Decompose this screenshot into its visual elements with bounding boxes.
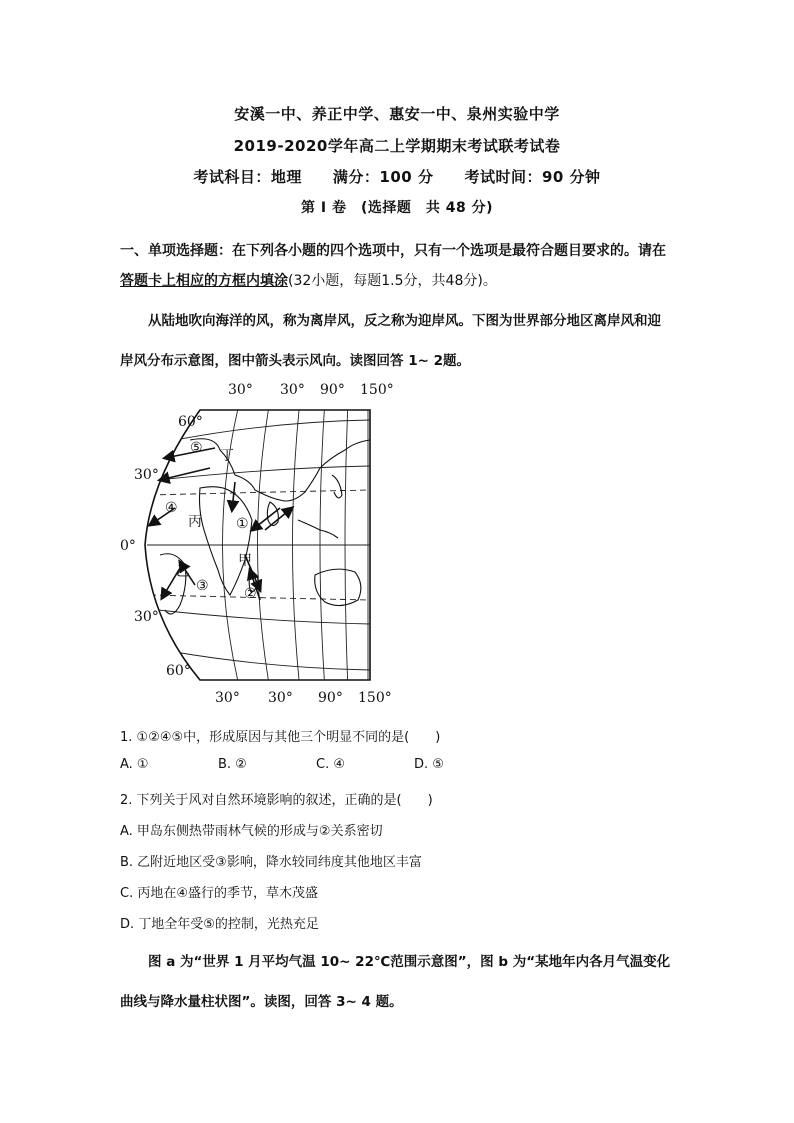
region-yi: 乙 (176, 564, 190, 580)
lat-label: 30° (134, 609, 159, 625)
parallel-line (175, 420, 370, 440)
wind-arrow-misc (232, 482, 235, 510)
question-2-option-b: B. 乙附近地区受③影响，降水较同纬度其他地区丰富 (120, 855, 422, 870)
lon-label-bottom: 90° (318, 690, 343, 706)
wind-distribution-map (120, 380, 410, 710)
marker-4: ④ (165, 500, 178, 516)
intro-q3-4-line2: 曲线与降水量柱状图”。读图，回答 3~ 4 题。 (120, 994, 403, 1010)
island-outline (298, 520, 338, 538)
marker-1: ① (236, 516, 249, 532)
lat-label: 30° (134, 467, 159, 483)
lon-label-top: 30° (228, 382, 253, 398)
lon-label-top: 30° (280, 382, 305, 398)
lon-label-bottom: 30° (268, 690, 293, 706)
intro-q3-4-line1: 图 a 为“世界 1 月平均气温 10~ 22℃范围示意图”，图 b 为“某地年内各月气温变化 (148, 954, 671, 970)
lat-label: 0° (120, 538, 136, 554)
lon-label-bottom: 30° (215, 690, 240, 706)
question-1-option-b: B. ② (218, 757, 247, 772)
region-ding: 丁 (220, 448, 234, 464)
question-2-stem: 2. 下列关于风对自然环境影响的叙述，正确的是( ) (120, 793, 433, 808)
question-1-option-c: C. ④ (316, 757, 345, 772)
region-bing: 丙 (188, 514, 202, 530)
marker-5: ⑤ (190, 440, 203, 456)
intro-q1-2-line2: 岸风分布示意图，图中箭头表示风向。读图回答 1~ 2题。 (120, 353, 470, 369)
wind-arrow-1b (252, 508, 280, 530)
marker-2: ② (244, 586, 257, 602)
answer-sheet-note: 答题卡上相应的方框内填涂 (120, 273, 288, 289)
section-instruction-line2 (120, 270, 497, 290)
question-1-stem: 1. ①②④⑤中，形成原因与其他三个明显不同的是( ) (120, 730, 441, 745)
exam-subject-line: 考试科目：地理 满分：100 分 考试时间：90 分钟 (193, 168, 601, 186)
marker-3: ③ (196, 578, 209, 594)
region-jia: 甲 (238, 553, 252, 569)
question-1-option-d: D. ⑤ (414, 757, 444, 772)
question-1-option-a: A. ① (120, 757, 149, 772)
parallel-line (158, 610, 370, 624)
wind-arrow-5b (160, 468, 210, 480)
lat-label: 60° (166, 663, 191, 679)
lon-label-top: 150° (360, 382, 394, 398)
question-2-option-d: D. 丁地全年受⑤的控制，光热充足 (120, 917, 319, 932)
intro-q1-2-line1: 从陆地吹向海洋的风，称为离岸风，反之称为迎岸风。下图为世界部分地区离岸风和迎 (148, 313, 661, 329)
lon-label-top: 90° (320, 382, 345, 398)
question-2-option-c: C. 丙地在④盛行的季节，草木茂盛 (120, 886, 318, 901)
question-2-option-a: A. 甲岛东侧热带雨林气候的形成与②关系密切 (120, 824, 383, 839)
score-note: (32小题，每题1.5分，共48分)。 (288, 273, 497, 289)
exam-title: 2019-2020学年高二上学期期末考试联考试卷 (233, 137, 561, 155)
south-america-outline (160, 554, 186, 614)
lon-label-bottom: 150° (358, 690, 392, 706)
wind-arrow-1 (265, 508, 292, 530)
lat-label: 60° (178, 414, 203, 430)
school-names: 安溪一中、养正中学、惠安一中、泉州实验中学 (234, 105, 560, 123)
parallel-line (175, 652, 370, 670)
section-instruction-line1: 一、单项选择题：在下列各小题的四个选项中，只有一个选项是最符合题目要求的。请在 (120, 243, 666, 259)
island-outline (332, 475, 342, 498)
volume-title: 第 I 卷 (选择题 共 48 分) (301, 200, 493, 216)
